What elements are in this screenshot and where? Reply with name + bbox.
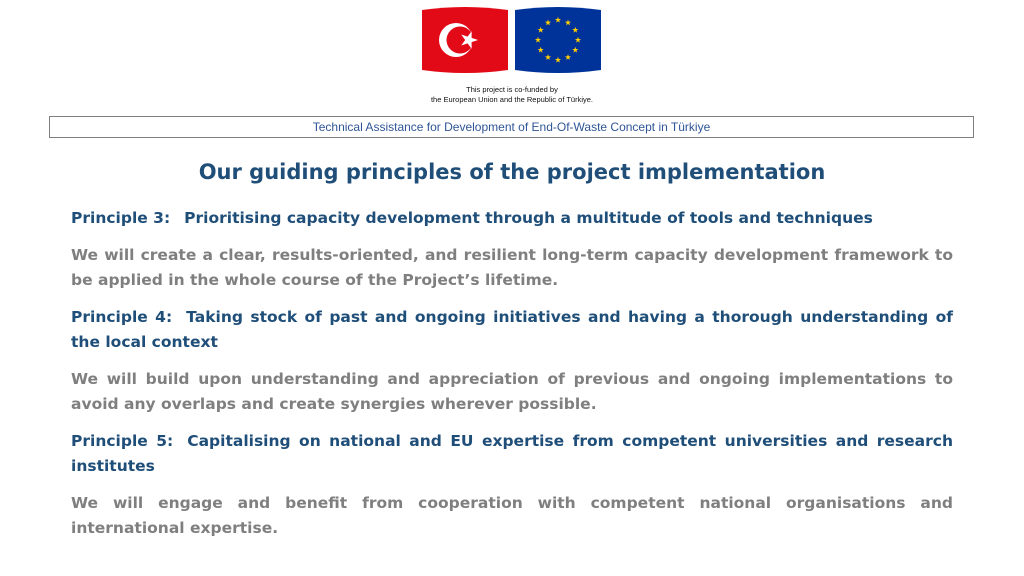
principle-5-text: We will engage and benefit from cooperation with competent national organisations and international expertise. bbox=[71, 494, 953, 537]
eu-flag-icon bbox=[513, 4, 603, 76]
principle-4-text: We will build upon understanding and appreciation of previous and ongoing implementations to avoid any overlaps and create synergies wherever possible. bbox=[71, 370, 953, 413]
principles-list bbox=[71, 206, 953, 553]
cofunding-logos bbox=[420, 4, 604, 80]
principle-4-number: Principle 4: bbox=[71, 308, 173, 326]
principle-4-title: Taking stock of past and ongoing initiatives and having a thorough understanding of the local context bbox=[71, 308, 954, 351]
cofund-line-1: This project is co-funded by bbox=[466, 85, 558, 94]
principle-5-title: Capitalising on national and EU expertise from competent universities and research institutes bbox=[71, 432, 953, 475]
principle-3-heading bbox=[71, 206, 953, 231]
page-title: Our guiding principles of the project implementation bbox=[198, 160, 826, 184]
principle-3-title: Prioritising capacity development through a multitude of tools and techniques bbox=[184, 209, 873, 227]
principle-5-number: Principle 5: bbox=[71, 432, 174, 450]
turkey-flag-icon bbox=[420, 4, 510, 76]
project-banner: Technical Assistance for Development of End-Of-Waste Concept in Türkiye bbox=[49, 116, 974, 138]
principle-3-number: Principle 3: bbox=[71, 209, 171, 227]
cofund-line-2: the European Union and the Republic of Türkiye. bbox=[430, 95, 594, 104]
principle-4-heading bbox=[71, 305, 953, 355]
cofunding-statement bbox=[0, 85, 1024, 105]
principle-5-heading bbox=[71, 429, 953, 479]
principle-3-text: We will create a clear, results-oriented, and resilient long-term capacity development framework to be applied in the whole course of the Project’s lifetime. bbox=[71, 246, 953, 289]
